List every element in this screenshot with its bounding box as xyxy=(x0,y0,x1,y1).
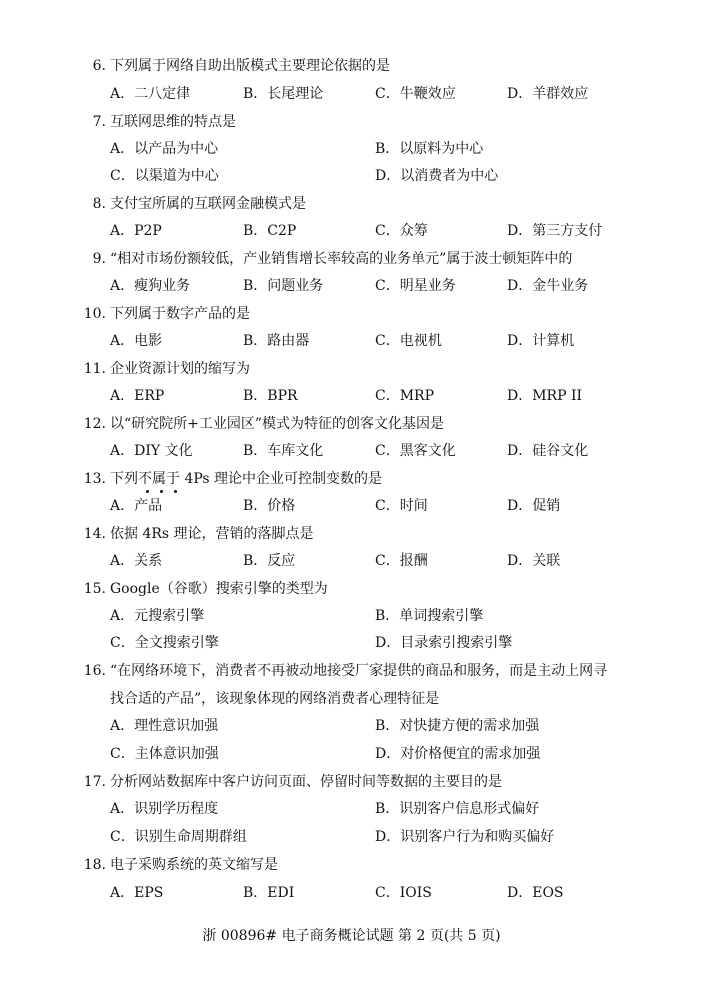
option-d: D．识别客户行为和购买偏好 xyxy=(375,829,555,845)
question-stem: 依据 4Rs 理论，营销的落脚点是 xyxy=(110,526,314,542)
option-b: B．BPR xyxy=(243,388,298,404)
option-a: A．DIY 文化 xyxy=(110,443,193,459)
question-number: 7. xyxy=(92,114,106,130)
question-stem: 电子采购系统的英文缩写是 xyxy=(110,857,278,873)
option-b: B．长尾理论 xyxy=(243,86,324,102)
option-c: C．牛鞭效应 xyxy=(375,86,456,102)
question-stem: “相对市场份额较低，产业销售增长率较高的业务单元”属于波士顿矩阵中的 xyxy=(110,251,573,267)
option-a: A．关系 xyxy=(110,553,163,569)
question-number: 14. xyxy=(83,526,106,542)
option-b: B．车库文化 xyxy=(243,443,324,459)
option-c: C．众筹 xyxy=(375,223,428,239)
question-7 xyxy=(82,113,236,131)
question-16 xyxy=(82,662,607,680)
option-a: A．EPS xyxy=(110,885,164,901)
question-stem-continued: 找合适的产品”，该现象体现的网络消费者心理特征是 xyxy=(110,691,440,707)
question-stem: “在网络环境下，消费者不再被动地接受厂家提供的商品和服务，而是主动上网寻 xyxy=(110,663,608,679)
option-b: B．反应 xyxy=(243,553,296,569)
option-d: D．对价格便宜的需求加强 xyxy=(375,746,541,762)
question-18 xyxy=(82,856,278,874)
question-stem: 企业资源计划的缩写为 xyxy=(110,361,250,377)
option-a: A．识别学历程度 xyxy=(110,801,219,817)
question-number: 6. xyxy=(92,58,106,74)
question-number: 10. xyxy=(83,306,106,322)
option-a: A．二八定律 xyxy=(110,86,191,102)
option-c: C．电视机 xyxy=(375,333,442,349)
question-8 xyxy=(82,195,306,213)
option-b: B．路由器 xyxy=(243,333,310,349)
option-c: C．IOIS xyxy=(375,885,432,901)
option-c: C．MRP xyxy=(375,388,435,404)
option-d: D．羊群效应 xyxy=(507,86,589,102)
option-b: B．问题业务 xyxy=(243,278,324,294)
option-b: B．C2P xyxy=(243,223,297,239)
question-stem: Google（谷歌）搜索引擎的类型为 xyxy=(110,581,328,597)
option-c: C．时间 xyxy=(375,498,428,514)
option-c: C．识别生命周期群组 xyxy=(110,829,247,845)
question-stem: 以“研究院所+工业园区”模式为特征的创客文化基因是 xyxy=(110,416,445,432)
question-stem: 下列不属于 4Ps 理论中企业可控制变数的是 xyxy=(110,471,383,487)
question-number: 16. xyxy=(83,663,106,679)
question-10 xyxy=(82,305,250,323)
question-number: 15. xyxy=(83,581,106,597)
option-d: D．第三方支付 xyxy=(507,223,603,239)
emphasis-dot xyxy=(160,490,163,493)
option-a: A．理性意识加强 xyxy=(110,718,219,734)
question-number: 18. xyxy=(83,857,106,873)
option-b: B．EDI xyxy=(243,885,295,901)
option-c: C．主体意识加强 xyxy=(110,746,219,762)
page-footer: 浙 00896# 电子商务概论试题 第 2 页(共 5 页) xyxy=(202,928,501,944)
option-c: C．全文搜索引擎 xyxy=(110,635,219,651)
option-d: D．以消费者为中心 xyxy=(375,168,499,184)
option-b: B．对快捷方便的需求加强 xyxy=(375,718,540,734)
question-stem: 支付宝所属的互联网金融模式是 xyxy=(110,196,306,212)
option-b: B．识别客户信息形式偏好 xyxy=(375,801,540,817)
question-14 xyxy=(82,525,314,543)
option-a: A．以产品为中心 xyxy=(110,141,219,157)
emphasis-dot xyxy=(146,490,149,493)
question-number: 12. xyxy=(83,416,106,432)
question-13 xyxy=(82,470,382,488)
option-a: A．电影 xyxy=(110,333,163,349)
option-a: A．元搜索引擎 xyxy=(110,608,205,624)
question-stem: 互联网思维的特点是 xyxy=(110,114,236,130)
option-c: C．以渠道为中心 xyxy=(110,168,219,184)
option-c: C．黑客文化 xyxy=(375,443,456,459)
option-b: B．单词搜索引擎 xyxy=(375,608,484,624)
question-number: 17. xyxy=(83,774,106,790)
question-stem: 分析网站数据库中客户访问页面、停留时间等数据的主要目的是 xyxy=(110,774,502,790)
option-d: D．促销 xyxy=(507,498,561,514)
question-11 xyxy=(82,360,250,378)
option-d: D．目录索引搜索引擎 xyxy=(375,635,513,651)
question-number: 9. xyxy=(92,251,106,267)
question-12 xyxy=(82,415,444,433)
question-stem: 下列属于数字产品的是 xyxy=(110,306,250,322)
option-d: D．MRP II xyxy=(507,388,583,404)
emphasis-dot xyxy=(174,490,177,493)
option-d: D．计算机 xyxy=(507,333,575,349)
question-number: 8. xyxy=(92,196,106,212)
option-a: A．P2P xyxy=(110,223,162,239)
option-a: A．产品 xyxy=(110,498,163,514)
option-d: D．关联 xyxy=(507,553,561,569)
question-15 xyxy=(82,580,328,598)
option-a: A．瘦狗业务 xyxy=(110,278,191,294)
question-stem: 下列属于网络自助出版模式主要理论依据的是 xyxy=(110,58,390,74)
option-c: C．明星业务 xyxy=(375,278,456,294)
question-9 xyxy=(82,250,572,268)
question-number: 11. xyxy=(83,361,106,377)
option-b: B．价格 xyxy=(243,498,296,514)
option-d: D．金牛业务 xyxy=(507,278,589,294)
option-a: A．ERP xyxy=(110,388,165,404)
question-6 xyxy=(82,57,390,75)
question-number: 13. xyxy=(83,471,106,487)
option-b: B．以原料为中心 xyxy=(375,141,484,157)
option-c: C．报酬 xyxy=(375,553,428,569)
question-17 xyxy=(82,773,502,791)
option-d: D．硅谷文化 xyxy=(507,443,589,459)
option-d: D．EOS xyxy=(507,885,564,901)
